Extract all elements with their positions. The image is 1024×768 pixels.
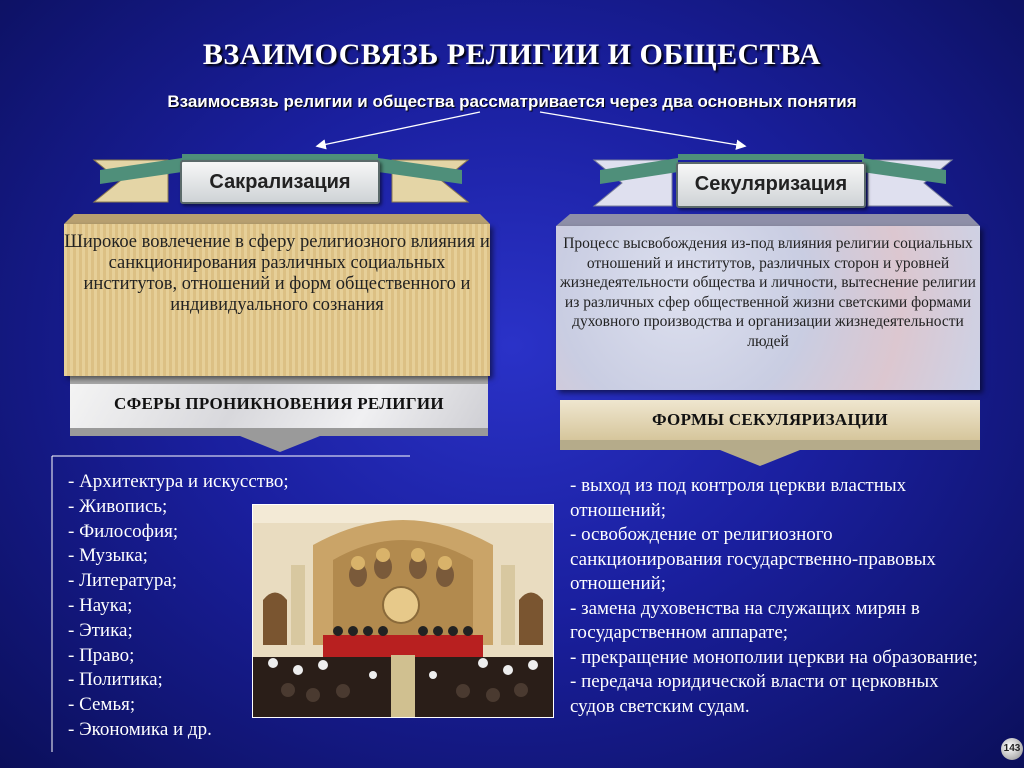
right-box-bevel — [556, 214, 980, 226]
list-item: - освобождение от религиозного санкционирования государственно-правовых отношений; — [570, 524, 936, 594]
list-item: - замена духовенства на служащих мирян в государственном аппарате; — [570, 597, 920, 643]
list-item: - Экономика и др. — [68, 718, 212, 740]
concept-secularization: Секуляризация — [676, 162, 866, 208]
list-item: - прекращение монополии церкви на образование; — [570, 646, 978, 668]
list-item: - Архитектура и искусство; — [68, 471, 289, 492]
secularization-definition: Процесс высвобождения из-под влияния религии социальных отношений и институтов, различных сторон и уровней жизнедеятельности общества и личности, вытеснение религии из различных сфер общественной жизни светскими формами духовного производства и организации жизнедеятельности людей — [556, 226, 980, 390]
list-item: - Наука; — [68, 594, 133, 616]
sacralization-definition: Широкое вовлечение в сферу религиозного влияния и санкционирования различных социальных институтов, отношений и форм общественного и индивидуального сознания — [64, 224, 490, 376]
left-down-arrow — [70, 428, 488, 452]
list-item: - Право; — [68, 644, 135, 666]
list-item: - Этика; — [68, 619, 133, 641]
secularization-forms-list — [570, 474, 980, 719]
church-hall-photo — [252, 504, 554, 718]
list-item: - Политика; — [68, 669, 163, 691]
list-item: - передача юридической власти от церковных судов светским судам. — [570, 671, 939, 717]
right-down-arrow — [560, 440, 980, 466]
list-item: - выход из под контроля церкви властных отношений; — [570, 475, 907, 521]
page-number-badge: 143 — [1001, 738, 1023, 760]
list-item: - Семья; — [68, 694, 136, 716]
left-box-bevel — [64, 214, 490, 224]
arrow-to-right-concept — [540, 112, 744, 146]
list-item: - Живопись; — [68, 495, 168, 517]
list-item: - Музыка; — [68, 545, 148, 567]
concept-sacralization: Сакрализация — [180, 160, 380, 204]
list-item: - Философия; — [68, 520, 179, 542]
list-item: - Литература; — [68, 570, 178, 592]
spheres-section-label: СФЕРЫ ПРОНИКНОВЕНИЯ РЕЛИГИИ — [70, 384, 488, 428]
page-subtitle: Взаимосвязь религии и общества рассматривается через два основных понятия — [167, 92, 857, 111]
page-title: ВЗАИМОСВЯЗЬ РЕЛИГИИ И ОБЩЕСТВА — [202, 38, 822, 71]
forms-section-label: ФОРМЫ СЕКУЛЯРИЗАЦИИ — [560, 400, 980, 440]
arrow-to-left-concept — [318, 112, 480, 146]
